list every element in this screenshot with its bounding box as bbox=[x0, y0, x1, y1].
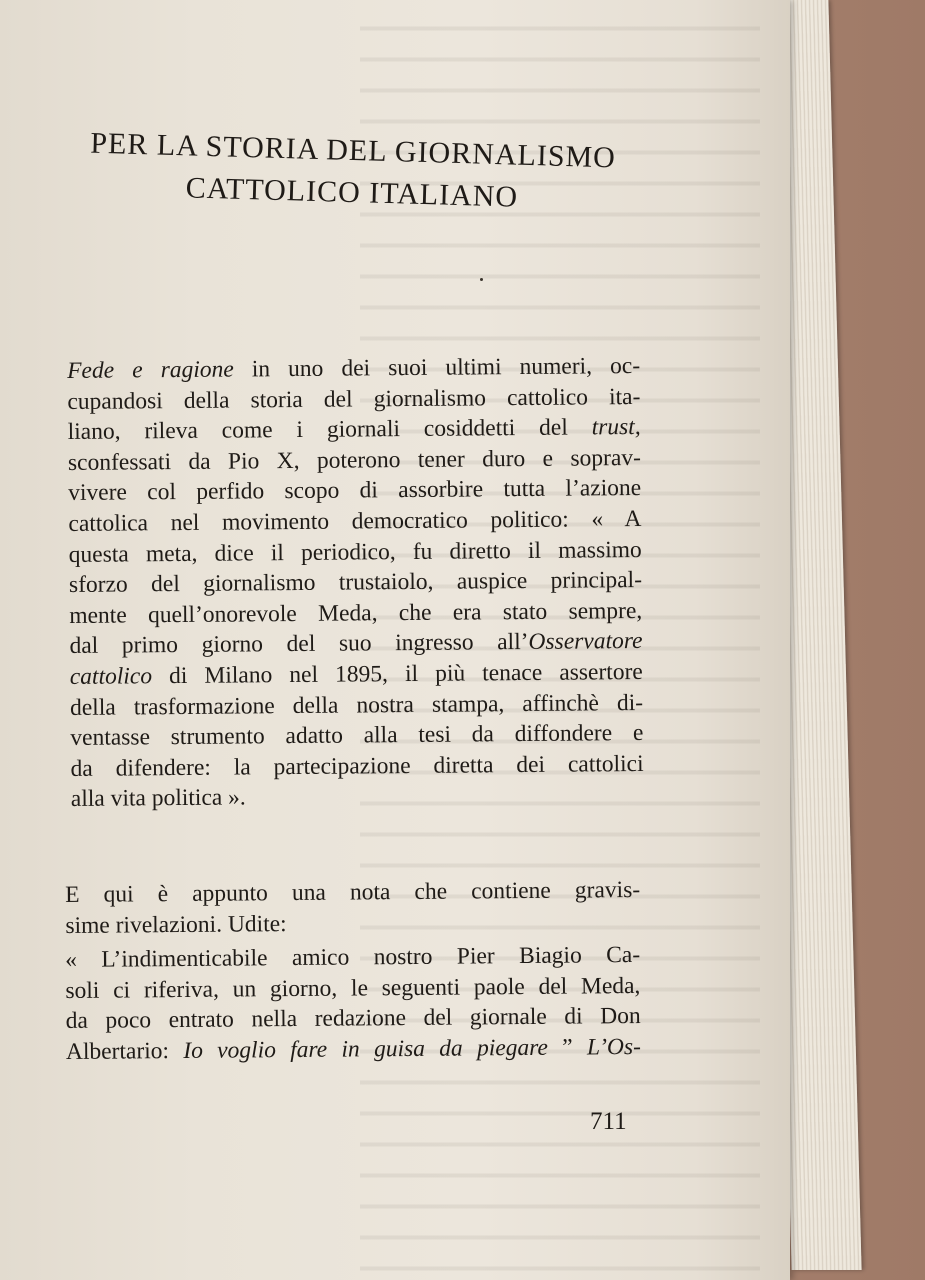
text-span: ” bbox=[547, 1034, 588, 1061]
text-line: E qui è appunto una nota che contiene gravis- bbox=[65, 876, 641, 908]
text-line: mente quell’onorevole Meda, che era stato sempre, bbox=[69, 597, 643, 629]
text-line: cattolica nel movimento democratico politico: « A bbox=[68, 505, 642, 537]
title-line-2: CATTOLICO ITALIANO bbox=[185, 171, 519, 214]
paragraph-1 bbox=[65, 351, 644, 815]
text-span: dal primo giorno del suo ingresso all’ bbox=[69, 629, 529, 660]
page-text bbox=[65, 0, 644, 1280]
text-line: sforzo del giornalismo trustaiolo, auspice principal- bbox=[68, 567, 643, 599]
text-line bbox=[65, 351, 640, 387]
text-line: sime rivelazioni. Udite: bbox=[65, 910, 287, 939]
text-line bbox=[67, 626, 642, 662]
text-line: della trasformazione della nostra stampa, affinchè di- bbox=[69, 689, 644, 721]
text-span: Albertario: bbox=[65, 1037, 184, 1065]
text-line: questa meta, dice il periodico, fu diretto il massimo bbox=[68, 536, 642, 568]
text-line: da difendere: la partecipazione diretta dei cattolici bbox=[70, 750, 644, 782]
text-line: vivere col perfido scopo di assorbire tutta l’azione bbox=[68, 475, 642, 507]
chapter-title bbox=[64, 122, 641, 222]
text-line: « L’indimenticabile amico nostro Pier Biagio Ca- bbox=[65, 941, 641, 973]
text-line bbox=[68, 657, 643, 693]
italic-text: cattolico bbox=[69, 663, 153, 690]
text-line: cupandosi della storia del giornalismo cattolico ita- bbox=[67, 383, 641, 415]
text-line: da poco entrato nella redazione del giornale di Don bbox=[65, 1003, 641, 1035]
italic-text: Io voglio fare in guisa da piegare bbox=[183, 1034, 549, 1064]
text-line bbox=[66, 1032, 641, 1068]
title-line-1: PER LA STORIA DEL GIORNALISMO bbox=[89, 126, 617, 175]
paragraph-2 bbox=[65, 875, 641, 941]
italic-text: Osservatore bbox=[528, 628, 643, 656]
text-line: sconfessati da Pio X, poterono tener duro e soprav- bbox=[67, 444, 642, 476]
text-line: alla vita politica ». bbox=[70, 784, 246, 813]
italic-text: Fede e ragione bbox=[67, 356, 234, 384]
italic-text: trust, bbox=[591, 414, 641, 441]
text-line: soli ci riferiva, un giorno, le seguenti paole del Meda, bbox=[65, 972, 641, 1004]
paragraph-3 bbox=[65, 940, 641, 1067]
text-line: ventasse strumento adatto alla tesi da diffondere e bbox=[70, 720, 644, 752]
text-span: liano, rileva come i giornali cosiddetti del bbox=[67, 414, 592, 446]
text-span: in uno dei suoi ultimi numeri, oc- bbox=[233, 352, 641, 383]
text-span: di Milano nel 1895, il più tenace assertore bbox=[151, 658, 643, 690]
italic-text: L’Os- bbox=[586, 1033, 642, 1061]
text-line bbox=[66, 412, 641, 448]
page-number: 711 bbox=[590, 1108, 627, 1135]
